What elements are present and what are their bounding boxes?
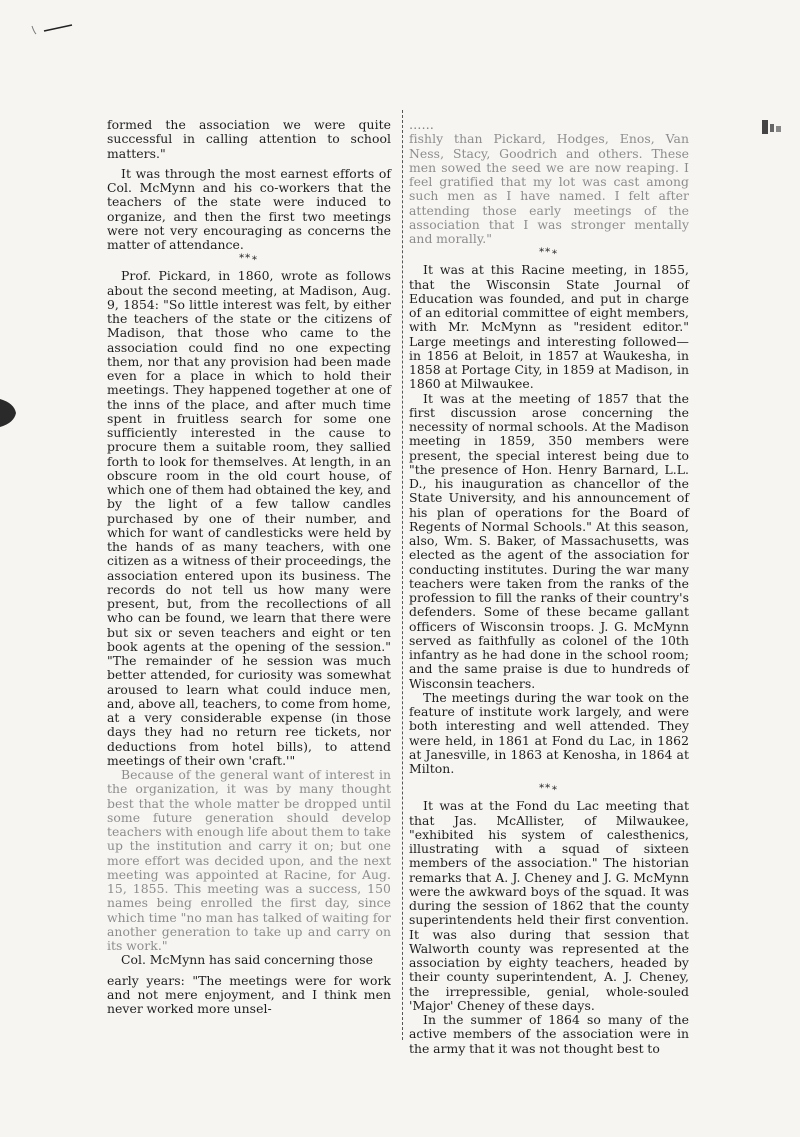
column-divider <box>402 110 403 1040</box>
paragraph: early years: "The meetings were for work and not mere enjoyment, and I think men never worked more unsel- <box>107 972 391 1016</box>
section-asterism: **∗ <box>539 247 559 259</box>
right-column <box>409 118 689 1056</box>
paragraph: Because of the general want of interest in the organization, it was by many thought best that the whole matter be dropped until some future generation should develop teachers with enough life about them to take up the institution and carry it on; but one more effort was decided upon, and the next meeting was appointed at Racine, for Aug. 15, 1855. This meeting was a success, 150 names being enrolled the first day, since which time "no man has talked of waiting for another generation to take up and carry on its work." <box>107 767 391 953</box>
scan-artifact-mark <box>30 22 74 36</box>
paragraph: fishly than Pickard, Hodges, Enos, Van Ness, Stacy, Goodrich and others. These men sowed the seed we are now reaping. I feel gratified that my lot was cast among such men as I have named. I felt after attending those early meetings of the association that I was stronger mentally and morally." <box>409 131 689 246</box>
paragraph: In the summer of 1864 so many of the active members of the association were in the army that it was not thought best to <box>409 1012 689 1056</box>
paragraph: Prof. Pickard, in 1860, wrote as follows about the second meeting, at Madison, Aug. 9, 1854: "So little interest was felt, by either the teachers of the state or the citizens of Madison, that those who came to the association could find no one expecting them, nor that any provision had been made even for a place in which to hold their meetings. They happened together at one of the inns of the place, and after much time spent in fruitless search for some one sufficiently interested in the cause to procure them a suitable room, they sallied forth to look for themselves. At length, in an obscure room in the old court house, of which one of them had obtained the key, and by the light of a few tallow candles purchased by one of their number, and which for want of candlesticks were held by the hands of as many teachers, with one citizen as a witness of their proceedings, the association entered upon its business. The records do not tell us how many were present, but, from the recollections of all who can be found, we learn that there were but six or seven teachers and eight or ten book agents at the opening of the session." "The remainder of he session was much better attended, for curiosity was somewhat aroused to learn what could induce men, and, above all, teachers, to come from home, at a very considerable expense (in those days they had no return ree tickets, nor deductions from hotel bills), to attend meetings of their own 'craft.'" <box>107 268 391 768</box>
section-asterism: **∗ <box>539 783 559 795</box>
paragraph: It was at the Fond du Lac meeting that that Jas. McAllister, of Milwaukee, "exhibited his system of calesthenics, illustrating with a squad of sixteen members of the association." The historian remarks that A. J. Cheney and J. G. McMynn were the awkward boys of the squad. It was during the session of 1862 that the county superintendents held their first convention. It was also during that session that Walworth county was represented at the association by eighty teachers, headed by their county superintendent, A. J. Cheney, the irrepressible, genial, whole-souled 'Major' Cheney of these days. <box>409 798 689 1013</box>
scan-artifact-mark <box>760 118 784 142</box>
binding-hole-mark <box>0 395 22 431</box>
paragraph: Col. McMynn has said concerning those <box>121 952 374 968</box>
cut-off-fragment: …… <box>409 117 434 132</box>
section-asterism: **∗ <box>239 253 259 265</box>
left-column <box>107 118 391 1016</box>
paragraph: It was at this Racine meeting, in 1855, that the Wisconsin State Journal of Education was founded, and put in charge of an editorial committee of eight members, with Mr. McMynn as "resident editor." Large meetings and interesting followed—in 1856 at Beloit, in 1857 at Waukesha, in 1858 at Portage City, in 1859 at Madison, in 1860 at Milwaukee. <box>409 262 689 392</box>
paragraph: formed the association we were quite successful in calling attention to school matters." <box>107 117 391 161</box>
paragraph: It was at the meeting of 1857 that the first discussion arose concerning the necessity of normal schools. At the Madison meeting in 1859, 350 members were present, the special interest being due to "the presence of Hon. Henry Barnard, L.L. D., his inauguration as chancellor of the State University, and his announcement of his plan of operations for the Board of Regents of Normal Schools." At this season, also, Wm. S. Baker, of Massachusetts, was elected as the agent of the association for conducting institutes. During the war many teachers were taken from the ranks of the profession to fill the ranks of their country's defenders. Some of these became gallant officers of Wisconsin troops. J. G. McMynn served as faithfully as colonel of the 10th infantry as he had done in the school room; and the same praise is due to hundreds of Wisconsin teachers. <box>409 390 689 691</box>
paragraph-gap <box>409 776 689 782</box>
paragraph: The meetings during the war took on the feature of institute work largely, and were both interesting and well attended. They were held, in 1861 at Fond du Lac, in 1862 at Janesville, in 1863 at Kenosha, in 1864 at Milton. <box>409 689 689 776</box>
paragraph: It was through the most earnest efforts of Col. McMynn and his co-workers that the teachers of the state were induced to organize, and then the first two meetings were not very encouraging as concerns the matter of attendance. <box>107 165 391 252</box>
